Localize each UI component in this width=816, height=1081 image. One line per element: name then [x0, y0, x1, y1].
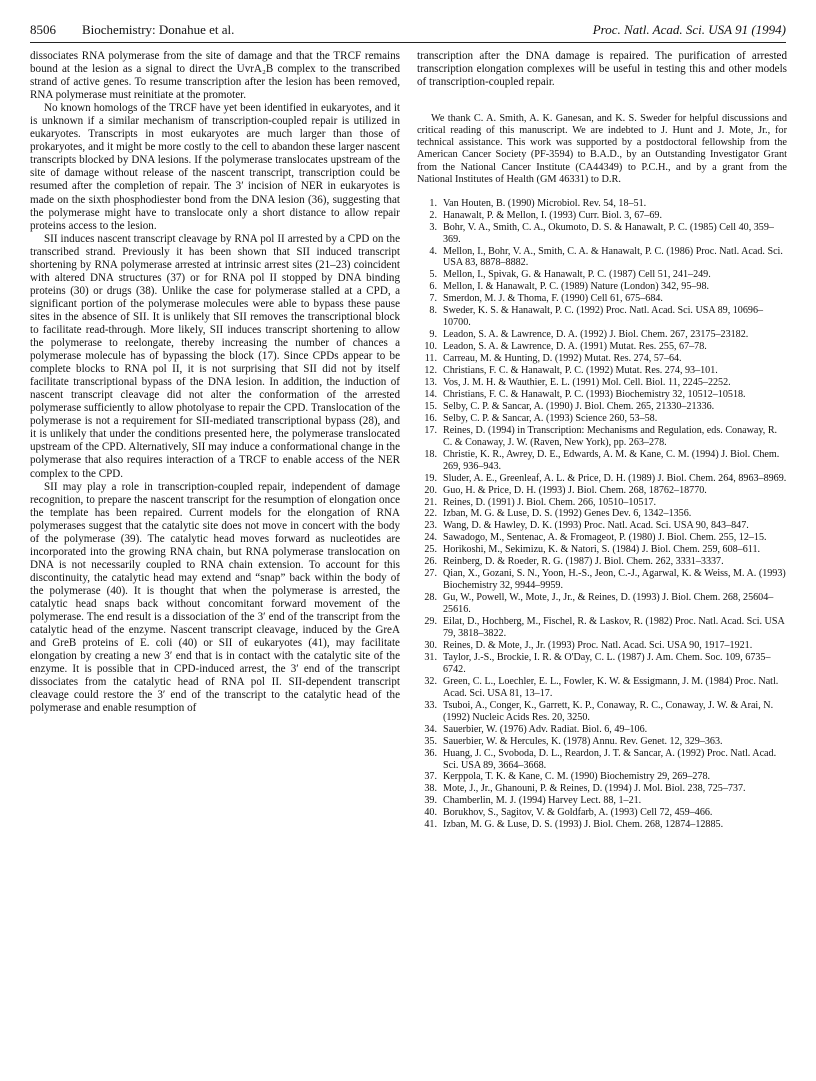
right-column — [417, 50, 787, 831]
reference-text: Sweder, K. S. & Hanawalt, P. C. (1992) Proc. Natl. Acad. Sci. USA 89, 10696–10700. — [443, 305, 764, 329]
reference-item — [417, 783, 787, 795]
reference-item — [417, 473, 787, 485]
reference-item — [417, 198, 787, 210]
reference-text: Green, C. L., Loechler, E. L., Fowler, K. W. & Essigmann, J. M. (1984) Proc. Natl. Acad. Sci. USA 81, 13–17. — [443, 675, 779, 699]
reference-text: Sauerbier, W. & Hercules, K. (1978) Annu. Rev. Genet. 12, 329–363. — [443, 735, 723, 747]
reference-number: 15. — [424, 400, 437, 412]
reference-number: 28. — [424, 592, 437, 604]
reference-number: 22. — [424, 508, 437, 520]
reference-text: Van Houten, B. (1990) Microbiol. Rev. 54, 18–51. — [443, 197, 647, 209]
reference-item — [417, 425, 787, 449]
reference-item — [417, 736, 787, 748]
reference-item — [417, 281, 787, 293]
reference-item — [417, 246, 787, 270]
reference-number: 27. — [424, 568, 437, 580]
body-paragraph: dissociates RNA polymerase from the site of damage and that the TRCF remains bound at the lesion as a signal to direct the UvrA₂B complex to the transcribed strand of active genes. To resume transcription after the lesion has been removed, RNA polymerase must reinitiate at the promoter. — [30, 50, 400, 102]
reference-item — [417, 329, 787, 341]
reference-text: Reines, D. (1994) in Transcription: Mechanisms and Regulation, eds. Conaway, R. C. & Conaway, J. W. (Raven, New York), pp. 263–278. — [443, 424, 778, 448]
reference-text: Selby, C. P. & Sancar, A. (1990) J. Biol. Chem. 265, 21330–21336. — [443, 400, 715, 412]
reference-number: 30. — [424, 639, 437, 651]
body-paragraph: SII induces nascent transcript cleavage by RNA pol II arrested by a CPD on the transcribed strand. Previously it has been shown that SII induced transcript shortening by RNA polymerase arrested at intrinsic arrest sites (21–23) coincident with altered DNA structures (37) or for RNA pol II stopped by DNA binding proteins (30) or drugs (38). Unlike the case for polymerase stalled at a CPD, a significant portion of the polymerase molecules were able to bypass these pause sites in the absence of SII. It is unlikely that SII removes the transcriptional block to facilitate read-through. More likely, SII induces transcript shortening to allow the polymerase to reelongate, thereby increasing the number of chances a polymerase molecule has of bypassing the block (17). Since CPDs appear to be complete blocks to RNA pol II, it is not surprising that SII did not by itself facilitate transcriptional bypass of the DNA lesion. In addition, the induction of nascent transcript cleavage did not alter the conformation of the arrested polymerase sufficiently to allow photolyase to repair the CPD. Translocation of the polymerase is not a requirement for SII-mediated transcriptional bypass (28), and it is unlikely that under the conditions presented here, the polymerase translocated upstream of the CPD. Alternatively, SII may induce a conformational change in the polymerase that also requires interaction of a TRCF to enable access of the NER complex to the CPD. — [30, 232, 400, 480]
acknowledgments: We thank C. A. Smith, A. K. Ganesan, and K. S. Sweder for helpful discussions and critical reading of this manuscript. We are indebted to J. Hunt and J. Mote, Jr., for technical assistance. This work was supported by a postdoctoral fellowship from the American Cancer Society (PF-3594) to B.A.D., by an Outstanding Investigator Grant from the National Cancer Institute (CA44349) to P.C.H., and by a grant from the National Institutes of Health (GM 46331) to D.R. — [417, 113, 787, 185]
reference-number: 20. — [424, 484, 437, 496]
reference-text: Gu, W., Powell, W., Mote, J., Jr., & Reines, D. (1993) J. Biol. Chem. 268, 25604–25616. — [443, 592, 774, 616]
reference-text: Huang, J. C., Svoboda, D. L., Reardon, J. T. & Sancar, A. (1992) Proc. Natl. Acad. Sci. USA 89, 3664–3668. — [443, 747, 777, 771]
reference-item — [417, 592, 787, 616]
reference-number: 2. — [429, 209, 437, 221]
reference-number: 11. — [424, 353, 437, 365]
reference-item — [417, 544, 787, 556]
reference-text: Sluder, A. E., Greenleaf, A. L. & Price, D. H. (1989) J. Biol. Chem. 264, 8963–8969. — [443, 472, 787, 484]
reference-item — [417, 353, 787, 365]
reference-text: Sawadogo, M., Sentenac, A. & Fromageot, P. (1980) J. Biol. Chem. 255, 12–15. — [443, 532, 767, 544]
reference-item — [417, 377, 787, 389]
reference-item — [417, 293, 787, 305]
reference-number: 12. — [424, 365, 437, 377]
reference-item — [417, 520, 787, 532]
header-rule — [30, 42, 786, 43]
reference-text: Hanawalt, P. & Mellon, I. (1993) Curr. Biol. 3, 67–69. — [443, 209, 662, 221]
reference-item — [417, 616, 787, 640]
reference-number: 16. — [424, 412, 437, 424]
reference-number: 21. — [424, 496, 437, 508]
reference-item — [417, 485, 787, 497]
reference-text: Carreau, M. & Hunting, D. (1992) Mutat. Res. 274, 57–64. — [443, 353, 682, 365]
reference-text: Horikoshi, M., Sekimizu, K. & Natori, S. (1984) J. Biol. Chem. 259, 608–611. — [443, 544, 761, 556]
reference-text: Vos, J. M. H. & Wauthier, E. L. (1991) Mol. Cell. Biol. 11, 2245–2252. — [443, 377, 731, 388]
reference-number: 37. — [424, 771, 437, 783]
page-header — [30, 22, 786, 40]
body-paragraph: No known homologs of the TRCF have yet been identified in eukaryotes, and it is unknown if a similar mechanism of transcription-coupled repair is utilized in eukaryotes. Transcripts in most eukaryotes are much larger than those of prokaryotes, and it might be more costly to the cell to abandon these larger nascent transcripts blocked by DNA lesions. If the polymerase translocates upstream of the site of damage without release of the nascent transcript, transcription could be resumed after the completion of repair. The 3′ incision of NER in eukaryotes is made on the sixth phosphodiester bond from the DNA lesion (36), suggesting that the polymerase might have to translocate only a short distance to allow repair proteins access to the lesion. — [30, 102, 400, 232]
reference-item — [417, 365, 787, 377]
reference-item — [417, 771, 787, 783]
reference-text: Smerdon, M. J. & Thoma, F. (1990) Cell 61, 675–684. — [443, 293, 663, 305]
reference-text: Taylor, J.-S., Brockie, I. R. & O'Day, C. L. (1987) J. Am. Chem. Soc. 109, 6735–6742. — [443, 651, 771, 675]
reference-item — [417, 269, 787, 281]
reference-item — [417, 652, 787, 676]
reference-text: Reines, D. (1991) J. Biol. Chem. 266, 10510–10517. — [443, 496, 657, 508]
body-paragraph: transcription after the DNA damage is repaired. The purification of arrested transcription elongation complexes will be useful in testing this and other models of transcription-coupled repair. — [417, 50, 787, 89]
reference-list — [417, 198, 787, 832]
reference-number: 25. — [424, 544, 437, 556]
reference-text: Christie, K. R., Awrey, D. E., Edwards, A. M. & Kane, C. M. (1994) J. Biol. Chem. 269, 936–943. — [443, 448, 780, 472]
reference-number: 7. — [429, 293, 437, 305]
reference-text: Qian, X., Gozani, S. N., Yoon, H.-S., Jeon, C.-J., Agarwal, K. & Weiss, M. A. (1993) Biochemistry 32, 9944–9959. — [443, 568, 786, 592]
reference-text: Mellon, I., Spivak, G. & Hanawalt, P. C. (1987) Cell 51, 241–249. — [443, 269, 711, 281]
reference-item — [417, 532, 787, 544]
running-head: Biochemistry: Donahue et al. — [82, 22, 235, 37]
reference-number: 6. — [429, 281, 437, 293]
reference-number: 14. — [424, 388, 437, 400]
reference-number: 1. — [429, 197, 437, 209]
reference-item — [417, 389, 787, 401]
left-column — [30, 50, 400, 715]
reference-text: Mote, J., Jr., Ghanouni, P. & Reines, D. (1994) J. Mol. Biol. 238, 725–737. — [443, 783, 746, 795]
reference-item — [417, 676, 787, 700]
reference-number: 5. — [429, 269, 437, 281]
reference-number: 31. — [424, 651, 437, 663]
reference-text: Mellon, I. & Hanawalt, P. C. (1989) Nature (London) 342, 95–98. — [443, 281, 710, 293]
page-number: 8506 — [30, 22, 56, 37]
reference-text: Reinberg, D. & Roeder, R. G. (1987) J. Biol. Chem. 262, 3331–3337. — [443, 556, 724, 568]
reference-text: Eilat, D., Hochberg, M., Fischel, R. & Laskov, R. (1982) Proc. Natl. Acad. Sci. USA 79, 3818–3822. — [443, 616, 785, 640]
reference-number: 38. — [424, 783, 437, 795]
reference-text: Chamberlin, M. J. (1994) Harvey Lect. 88, 1–21. — [443, 795, 642, 807]
reference-item — [417, 305, 787, 329]
body-paragraph: SII may play a role in transcription-coupled repair, independent of damage recognition, to prepare the nascent transcript for the resumption of elongation once the template has been repaired. Current models for the elongation of RNA polymerases suggest that the catalytic site does not move in concert with the body of the polymerase (39). The catalytic head moves forward as nucleotides are incorporated into the growing RNA chain, but RNA polymerase translocation on DNA is not necessarily coupled to RNA chain extension. To account for this discontinuity, the catalytic head may extend and “snap” back within the body of the polymerase (40). It is thought that when the polymerase is arrested, the catalytic head snaps back without concomitant forward movement of the polymerase. The end result is a dissociation of the 3′ end of the transcript from the catalytic head of the enzyme. Nascent transcript cleavage, induced by the GreA and GreB proteins of E. coli (40) or SII of eukaryotes (41), may facilitate elongation by creating a new 3′ end that is in contact with the catalytic site of the enzyme. It is possible that in CPD-induced arrest, the 3′ end of the transcript dissociates from the catalytic head of RNA pol II. SII-dependent transcript cleavage could restore the 3′ end of the transcript to the catalytic head of the polymerase and enable resumption of — [30, 480, 400, 715]
reference-text: Tsuboi, A., Conger, K., Garrett, K. P., Conaway, R. C., Conaway, J. W. & Arai, N. (1992) Nucleic Acids Res. 20, 3250. — [443, 699, 774, 723]
reference-number: 26. — [424, 556, 437, 568]
reference-number: 18. — [424, 448, 437, 460]
reference-number: 4. — [429, 245, 437, 257]
reference-text: Wang, D. & Hawley, D. K. (1993) Proc. Natl. Acad. Sci. USA 90, 843–847. — [443, 520, 749, 532]
reference-item — [417, 819, 787, 831]
reference-number: 10. — [424, 341, 437, 353]
reference-item — [417, 640, 787, 652]
reference-item — [417, 449, 787, 473]
reference-text: Guo, H. & Price, D. H. (1993) J. Biol. Chem. 268, 18762–18770. — [443, 484, 707, 496]
reference-item — [417, 724, 787, 736]
reference-text: Leadon, S. A. & Lawrence, D. A. (1992) J. Biol. Chem. 267, 23175–23182. — [443, 329, 749, 341]
journal-reference: Proc. Natl. Acad. Sci. USA 91 (1994) — [592, 22, 786, 37]
reference-text: Bohr, V. A., Smith, C. A., Okumoto, D. S. & Hanawalt, P. C. (1985) Cell 40, 359–369. — [443, 221, 774, 245]
reference-text: Borukhov, S., Sagitov, V. & Goldfarb, A. (1993) Cell 72, 459–466. — [443, 807, 713, 819]
reference-text: Sauerbier, W. (1976) Adv. Radiat. Biol. 6, 49–106. — [443, 723, 648, 735]
reference-text: Christians, F. C. & Hanawalt, P. C. (1992) Mutat. Res. 274, 93–101. — [443, 365, 718, 377]
reference-number: 40. — [424, 807, 437, 819]
reference-number: 32. — [424, 675, 437, 687]
reference-number: 34. — [424, 723, 437, 735]
reference-text: Mellon, I., Bohr, V. A., Smith, C. A. & Hanawalt, P. C. (1986) Proc. Natl. Acad. Sci. USA 83, 8878–8882. — [443, 245, 783, 269]
reference-number: 3. — [429, 221, 437, 233]
reference-number: 19. — [424, 472, 437, 484]
reference-item — [417, 556, 787, 568]
reference-text: Izban, M. G. & Luse, D. S. (1992) Genes Dev. 6, 1342–1356. — [443, 508, 692, 520]
reference-text: Reines, D. & Mote, J., Jr. (1993) Proc. Natl. Acad. Sci. USA 90, 1917–1921. — [443, 639, 753, 651]
reference-item — [417, 210, 787, 222]
reference-number: 13. — [424, 377, 437, 388]
reference-number: 41. — [424, 819, 437, 831]
reference-text: Izban, M. G. & Luse, D. S. (1993) J. Biol. Chem. 268, 12874–12885. — [443, 819, 724, 831]
reference-item — [417, 497, 787, 509]
reference-item — [417, 413, 787, 425]
reference-item — [417, 401, 787, 413]
reference-item — [417, 700, 787, 724]
reference-item — [417, 807, 787, 819]
reference-number: 17. — [424, 424, 437, 436]
reference-number: 35. — [424, 735, 437, 747]
reference-text: Kerppola, T. K. & Kane, C. M. (1990) Biochemistry 29, 269–278. — [443, 771, 711, 783]
reference-item — [417, 508, 787, 520]
reference-item — [417, 568, 787, 592]
reference-number: 39. — [424, 795, 437, 807]
reference-number: 23. — [424, 520, 437, 532]
reference-item — [417, 222, 787, 246]
reference-item — [417, 795, 787, 807]
reference-text: Leadon, S. A. & Lawrence, D. A. (1991) Mutat. Res. 255, 67–78. — [443, 341, 707, 353]
reference-item — [417, 748, 787, 772]
reference-number: 9. — [429, 329, 437, 341]
reference-number: 29. — [424, 616, 437, 628]
reference-number: 36. — [424, 747, 437, 759]
reference-number: 24. — [424, 532, 437, 544]
reference-item — [417, 341, 787, 353]
reference-text: Selby, C. P. & Sancar, A. (1993) Science 260, 53–58. — [443, 412, 658, 424]
reference-number: 33. — [424, 699, 437, 711]
reference-text: Christians, F. C. & Hanawalt, P. C. (1993) Biochemistry 32, 10512–10518. — [443, 388, 746, 400]
reference-number: 8. — [429, 305, 437, 317]
